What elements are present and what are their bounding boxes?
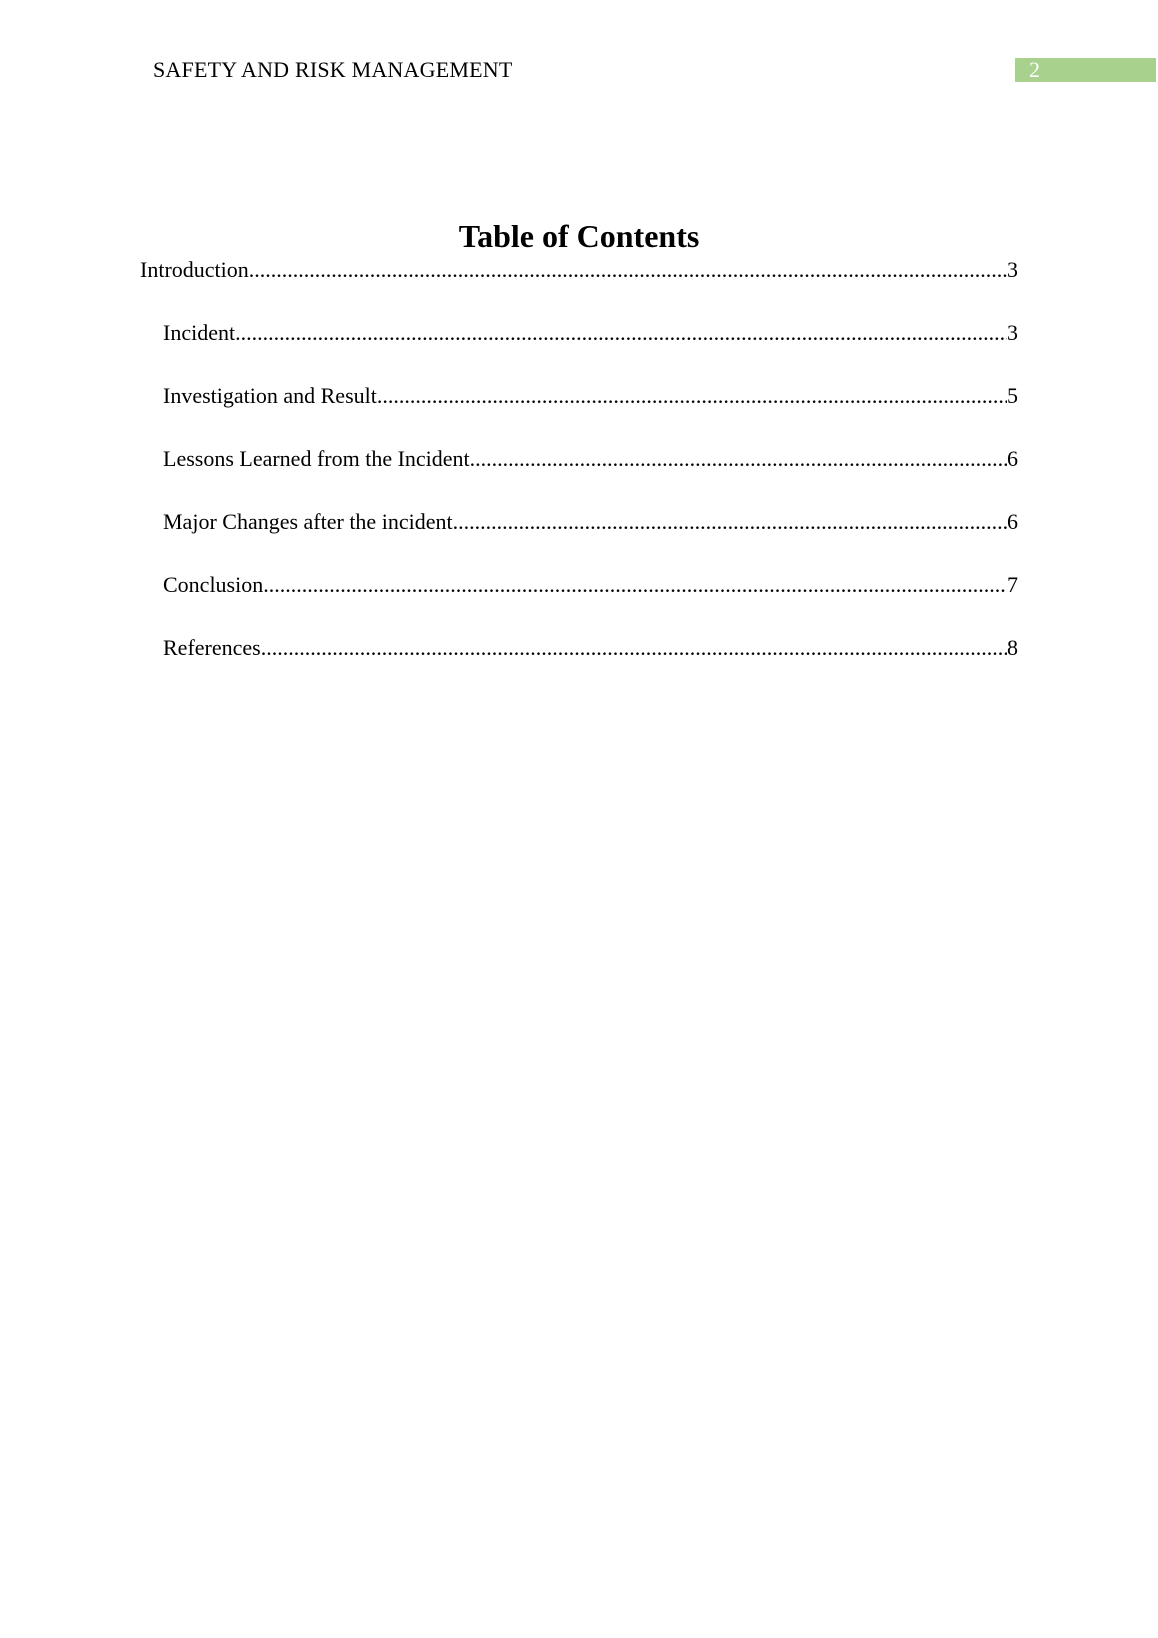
dot-leader	[249, 256, 1007, 284]
toc-entry-page: 7	[1007, 572, 1018, 597]
toc-entry-label: References	[163, 635, 261, 660]
dot-leader	[235, 319, 1007, 347]
dot-leader	[261, 634, 1007, 662]
toc-entry-references[interactable]	[163, 634, 1018, 662]
toc-entry-label: Introduction	[140, 257, 249, 282]
toc-entry-incident[interactable]	[163, 319, 1018, 347]
toc-entry-label: Major Changes after the incident	[163, 509, 453, 534]
toc-entry-major-changes[interactable]	[163, 508, 1018, 536]
dot-leader	[470, 445, 1007, 473]
toc-entry-page: 6	[1007, 446, 1018, 471]
toc-entry-lessons-learned[interactable]	[163, 445, 1018, 473]
toc-entry-label: Investigation and Result	[163, 383, 377, 408]
toc-title: Table of Contents	[458, 218, 700, 254]
toc-entry-conclusion[interactable]	[163, 571, 1018, 599]
dot-leader	[263, 571, 1007, 599]
toc-entry-label: Incident	[163, 320, 236, 345]
toc-entry-introduction[interactable]	[140, 256, 1018, 284]
toc-entry-page: 3	[1007, 320, 1018, 345]
header-title: SAFETY AND RISK MANAGEMENT	[153, 57, 513, 82]
toc-entry-page: 3	[1007, 257, 1018, 282]
page-number: 2	[1029, 57, 1040, 82]
page-number-box	[1015, 58, 1156, 82]
dot-leader	[453, 508, 1007, 536]
toc-entry-investigation-and-result[interactable]	[163, 382, 1018, 410]
toc-entry-page: 5	[1007, 383, 1018, 408]
toc-entry-label: Conclusion	[163, 572, 264, 597]
toc-entry-page: 6	[1007, 509, 1018, 534]
toc-entry-label: Lessons Learned from the Incident	[163, 446, 470, 471]
dot-leader	[377, 382, 1007, 410]
toc-entry-page: 8	[1007, 635, 1018, 660]
